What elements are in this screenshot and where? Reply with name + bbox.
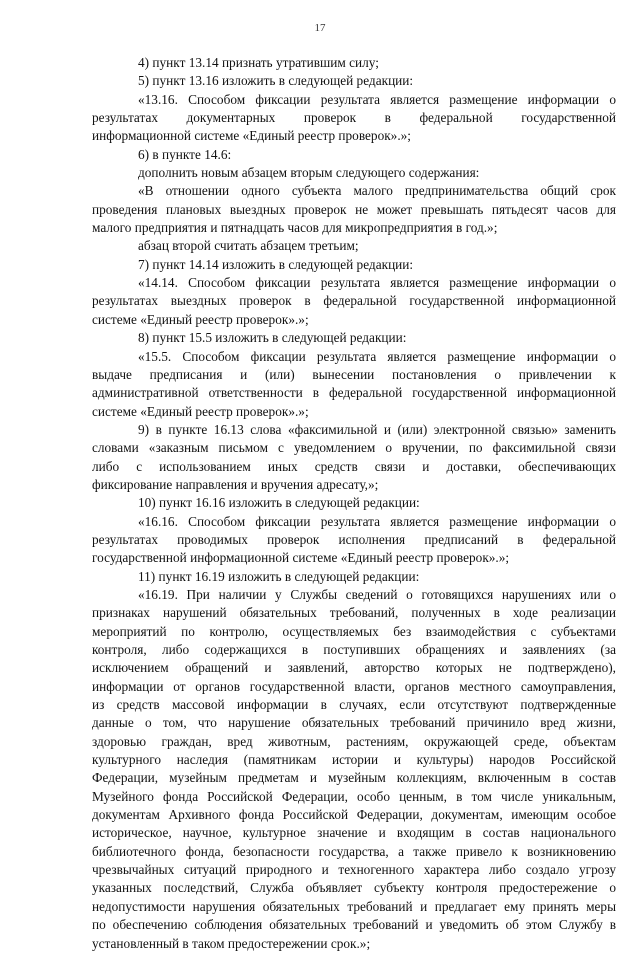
text-line: контроля, либо содержащихся в поступивших обращениях и заявлениях (за bbox=[92, 642, 616, 657]
text-line: мероприятий по контролю, осуществляемых без взаимодействия с субъектами bbox=[92, 623, 616, 639]
text-line: по обеспечению соблюдения обязательных требований и уведомить об этом Службу в bbox=[92, 917, 616, 933]
text-line: указанных последствий, Служба объявляет субъекту контроля предостережение о bbox=[92, 880, 616, 896]
text-line: 10) пункт 16.16 изложить в следующей редакции: bbox=[138, 495, 420, 511]
text-line: административной ответственности в федеральной государственной информационной bbox=[92, 385, 616, 401]
text-line: «В отношении одного субъекта малого предпринимательства общий срок bbox=[138, 183, 616, 199]
text-line: проведения плановых выездных проверок не может превышать пятьдесят часов для bbox=[92, 201, 616, 217]
text-line: системе «Единый реестр проверок».»; bbox=[92, 311, 309, 327]
text-line: 8) пункт 15.5 изложить в следующей редакции: bbox=[138, 330, 407, 346]
text-line: системе «Единый реестр проверок».»; bbox=[92, 403, 309, 419]
text-line: здоровью граждан, вред животным, растениям, окружающей среде, объектам bbox=[92, 733, 616, 749]
text-line: из средств массовой информации в случаях, если отсутствуют подтвержденные bbox=[92, 697, 616, 713]
text-line: 9) в пункте 16.13 слова «факсимильной и (или) электронной связью» заменить bbox=[138, 421, 616, 437]
text-line: данные о том, что нарушение обязательных требований причинило вред жизни, bbox=[92, 715, 616, 731]
text-line: историческое, научное, культурное значение и входящим в состав национального bbox=[92, 825, 616, 841]
text-line: культурного наследия (памятникам истории и культуры) народов Российской bbox=[92, 752, 616, 768]
page-number: 17 bbox=[314, 22, 326, 34]
text-line: дополнить новым абзацем вторым следующего содержания: bbox=[138, 165, 480, 181]
text-line: 11) пункт 16.19 изложить в следующей редакции: bbox=[138, 568, 420, 584]
text-line: Музейного фонда Российской Федерации, особо ценным, в том числе уникальным, bbox=[92, 788, 616, 804]
text-line: 7) пункт 14.14 изложить в следующей редакции: bbox=[138, 256, 414, 272]
text-line: «14.14. Способом фиксации результата является размещение информации о bbox=[138, 275, 616, 291]
text-line: «16.16. Способом фиксации результата является размещение информации о bbox=[138, 513, 616, 529]
text-line: исключением обращений и заявлений, авторство которых не подтверждено), bbox=[92, 660, 616, 676]
text-line: информационной системе «Единый реестр проверок».»; bbox=[92, 128, 412, 144]
text-line: 5) пункт 13.16 изложить в следующей редакции: bbox=[138, 73, 414, 89]
text-line: «15.5. Способом фиксации результата является размещение информации о bbox=[138, 348, 616, 364]
text-line: признаках нарушений обязательных требований, полученных в ходе реализации bbox=[92, 605, 616, 621]
text-line: «16.19. При наличии у Службы сведений о готовящихся нарушениях или о bbox=[138, 586, 616, 602]
text-line: малого предприятия и пятнадцать часов для микропредприятия в год.»; bbox=[92, 220, 498, 236]
text-line: либо с использованием иных средств связи и доставки, обеспечивающих bbox=[92, 458, 616, 474]
text-line: результатах проводимых проверок исполнения предписаний в федеральной bbox=[92, 531, 616, 547]
text-line: фиксирование направления и вручения адресату,»; bbox=[92, 476, 379, 492]
text-line: документам Архивного фонда Российской Федерации, документам, имеющим особое bbox=[92, 807, 616, 823]
text-line: чрезвычайных ситуаций природного и техногенного характера либо создало угрозу bbox=[92, 862, 616, 878]
text-line: результатах документарных проверок в федеральной государственной bbox=[92, 110, 616, 126]
text-line: абзац второй считать абзацем третьим; bbox=[138, 238, 359, 254]
text-line: недопустимости нарушения обязательных требований и предлагает ему принять меры bbox=[92, 898, 616, 914]
text-line: 6) в пункте 14.6: bbox=[138, 146, 232, 162]
text-line: результатах выездных проверок в федеральной государственной информационной bbox=[92, 293, 616, 309]
text-line: библиотечного фонда, безопасности государства, а также привело к возникновению bbox=[92, 843, 616, 859]
text-line: словами «заказным письмом с уведомлением о вручении, по факсимильной связи bbox=[92, 440, 616, 456]
document-body bbox=[92, 54, 616, 953]
text-line: установленный в таком предостережении срок.»; bbox=[92, 935, 371, 951]
text-line: выдаче предписания и (или) вынесении постановления о привлечении к bbox=[92, 366, 616, 382]
text-line: государственной информационной системе «Единый реестр проверок».»; bbox=[92, 550, 510, 566]
text-line: Федерации, музейным предметам и музейным коллекциям, включенным в состав bbox=[92, 770, 616, 786]
text-line: «13.16. Способом фиксации результата является размещение информации о bbox=[138, 91, 616, 107]
text-line: информации от органов государственной власти, органов местного самоуправления, bbox=[92, 678, 616, 694]
text-line: 4) пункт 13.14 признать утратившим силу; bbox=[138, 55, 379, 70]
